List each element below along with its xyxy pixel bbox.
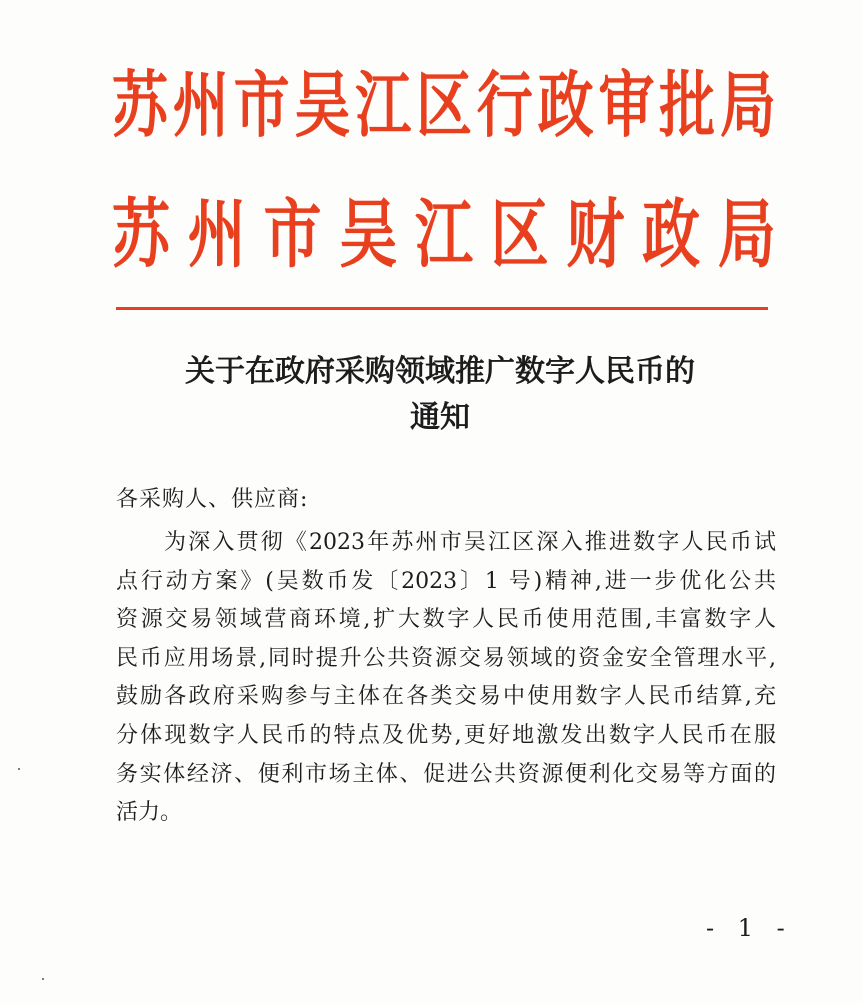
body-line: 民币应用场景,同时提升公共资源交易领域的资金安全管理水平, <box>116 645 776 671</box>
body-line: 资源交易领域营商环境,扩大数字人民币使用范围,丰富数字人 <box>116 607 776 633</box>
issuer-char: 吴 <box>294 64 351 149</box>
body-line: 点行动方案》(吴数币发〔2023〕1 号)精神,进一步优化公共 <box>116 568 776 594</box>
salutation: 各采购人、供应商: <box>116 487 309 512</box>
issuer-char: 州 <box>187 190 246 278</box>
body-line: 鼓励各政府采购参与主体在各类交易中使用数字人民币结算,充 <box>116 684 776 710</box>
scan-speck <box>18 768 20 770</box>
issuer-char: 政 <box>537 64 594 149</box>
issuer-char: 州 <box>172 64 229 149</box>
issuer-char: 财 <box>566 190 625 278</box>
red-header-divider <box>116 307 768 310</box>
body-paragraph <box>116 524 776 833</box>
issuer-char: 市 <box>233 64 290 149</box>
body-line: 务实体经济、便利市场主体、促进公共资源便利化交易等方面的 <box>116 761 776 787</box>
page-number: - 1 - <box>706 914 793 942</box>
body-line: 为深入贯彻《2023年苏州市吴江区深入推进数字人民币试 <box>164 530 776 555</box>
issuer-char: 苏 <box>112 190 171 278</box>
issuer-line-approval-bureau <box>112 64 776 158</box>
issuer-char: 局 <box>719 64 776 149</box>
issuer-line-finance-bureau <box>112 190 776 284</box>
document-title-line-2: 通知 <box>410 400 470 435</box>
issuer-char: 行 <box>476 64 533 149</box>
issuer-char: 吴 <box>339 190 398 278</box>
issuer-char: 局 <box>717 190 776 278</box>
issuer-char: 江 <box>414 190 473 278</box>
issuer-char: 江 <box>355 64 412 149</box>
body-line: 分体现数字人民币的特点及优势,更好地激发出数字人民币在服 <box>116 722 776 748</box>
body-line: 活力。 <box>116 800 183 826</box>
issuer-char: 区 <box>490 190 549 278</box>
issuer-char: 苏 <box>112 64 168 149</box>
issuer-char: 市 <box>263 190 322 278</box>
document-title-line-1: 关于在政府采购领域推广数字人民币的 <box>185 354 695 389</box>
scan-speck <box>42 978 44 980</box>
issuer-char: 区 <box>415 64 472 149</box>
issuer-char: 政 <box>642 190 701 278</box>
issuer-char: 审 <box>598 64 655 149</box>
issuer-char: 批 <box>659 64 716 149</box>
